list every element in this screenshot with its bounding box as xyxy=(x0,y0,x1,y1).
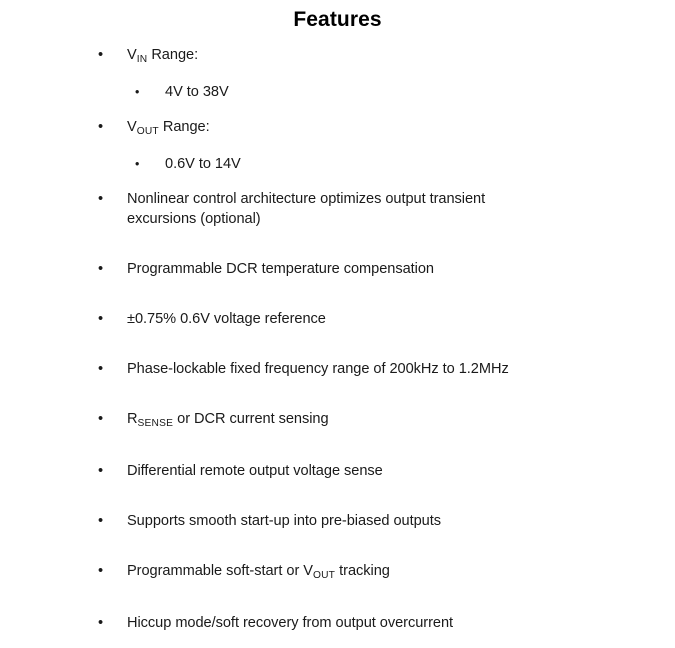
bullet-item-label: Programmable DCR temperature compensation xyxy=(127,261,434,277)
group-spacer xyxy=(0,344,675,359)
bullet-icon: • xyxy=(98,563,104,579)
bullet-item-label: Differential remote output voltage sense xyxy=(127,463,383,479)
group-spacer xyxy=(0,174,675,189)
features-bullet-list xyxy=(0,45,675,648)
group-spacer xyxy=(0,244,675,259)
group-spacer xyxy=(0,102,675,117)
vin-suffix: Range: xyxy=(147,47,199,63)
bullet-icon: • xyxy=(98,411,104,427)
bullet-item-nonlinear-control xyxy=(0,189,675,229)
bullet-icon: • xyxy=(98,311,104,327)
bullet-item-dcr-temp-compensation xyxy=(0,259,675,279)
bullet-item-label xyxy=(127,117,675,139)
softstart-prefix: Programmable soft-start or V xyxy=(127,563,313,579)
bullet-item-label: ±0.75% 0.6V voltage reference xyxy=(127,311,326,327)
bullet-icon: • xyxy=(98,119,104,135)
rsense-subscript: SENSE xyxy=(137,417,174,429)
group-spacer xyxy=(0,446,675,461)
group-spacer xyxy=(0,394,675,409)
bullet-icon: • xyxy=(98,463,104,479)
bullet-item-label: 0.6V to 14V xyxy=(165,156,241,172)
bullet-item-vin-range xyxy=(0,45,675,67)
bullet-icon: • xyxy=(98,261,104,277)
bullet-item-label: Hiccup mode/soft recovery from output overcurrent xyxy=(127,615,454,631)
bullet-icon: • xyxy=(98,513,104,529)
bullet-group-vin xyxy=(0,45,675,102)
bullet-icon: • xyxy=(98,47,104,63)
vout-prefix: V xyxy=(127,119,137,135)
group-spacer xyxy=(0,496,675,511)
rsense-prefix: R xyxy=(127,411,138,427)
bullet-item-label xyxy=(127,189,675,229)
bullet-icon: • xyxy=(98,361,104,377)
bullet-item-differential-remote-sense xyxy=(0,461,675,481)
bullet-icon: • xyxy=(135,157,140,171)
bullet-icon: • xyxy=(135,85,140,99)
vin-prefix: V xyxy=(127,47,137,63)
bullet-line-2: excursions (optional) xyxy=(127,211,261,227)
bullet-group-vout xyxy=(0,117,675,174)
bullet-icon: • xyxy=(98,191,104,207)
bullet-item-hiccup-mode xyxy=(0,613,675,633)
bullet-item-phase-lockable-frequency xyxy=(0,359,675,379)
bullet-item-label: Supports smooth start-up into pre-biased outputs xyxy=(127,513,441,529)
bullet-item-label xyxy=(127,409,675,431)
bullet-item-voltage-reference xyxy=(0,309,675,329)
bullet-item-label: Phase-lockable fixed frequency range of 200kHz to 1.2MHz xyxy=(127,361,509,377)
bullet-item-vout-range xyxy=(0,117,675,139)
bullet-item-soft-start-tracking xyxy=(0,561,675,583)
vout-suffix: Range: xyxy=(158,119,210,135)
bullet-item-rsense-dcr-sensing xyxy=(0,409,675,431)
rsense-suffix: or DCR current sensing xyxy=(173,411,329,427)
page-title: Features xyxy=(293,8,382,31)
bullet-item-pre-biased-startup xyxy=(0,511,675,531)
bullet-item-label xyxy=(127,45,675,67)
vout-subscript: OUT xyxy=(136,125,159,137)
bullet-item-vin-range-value xyxy=(0,82,675,102)
group-spacer xyxy=(0,598,675,613)
bullet-line-1: Nonlinear control architecture optimizes output transient xyxy=(127,191,486,207)
group-spacer xyxy=(0,546,675,561)
softstart-suffix: tracking xyxy=(335,563,390,579)
bullet-item-vout-range-value xyxy=(0,154,675,174)
group-spacer xyxy=(0,294,675,309)
softstart-subscript: OUT xyxy=(312,569,336,581)
bullet-item-label xyxy=(127,561,675,583)
bullet-icon: • xyxy=(98,615,104,631)
vin-subscript: IN xyxy=(136,53,148,65)
bullet-item-label: 4V to 38V xyxy=(165,84,229,100)
